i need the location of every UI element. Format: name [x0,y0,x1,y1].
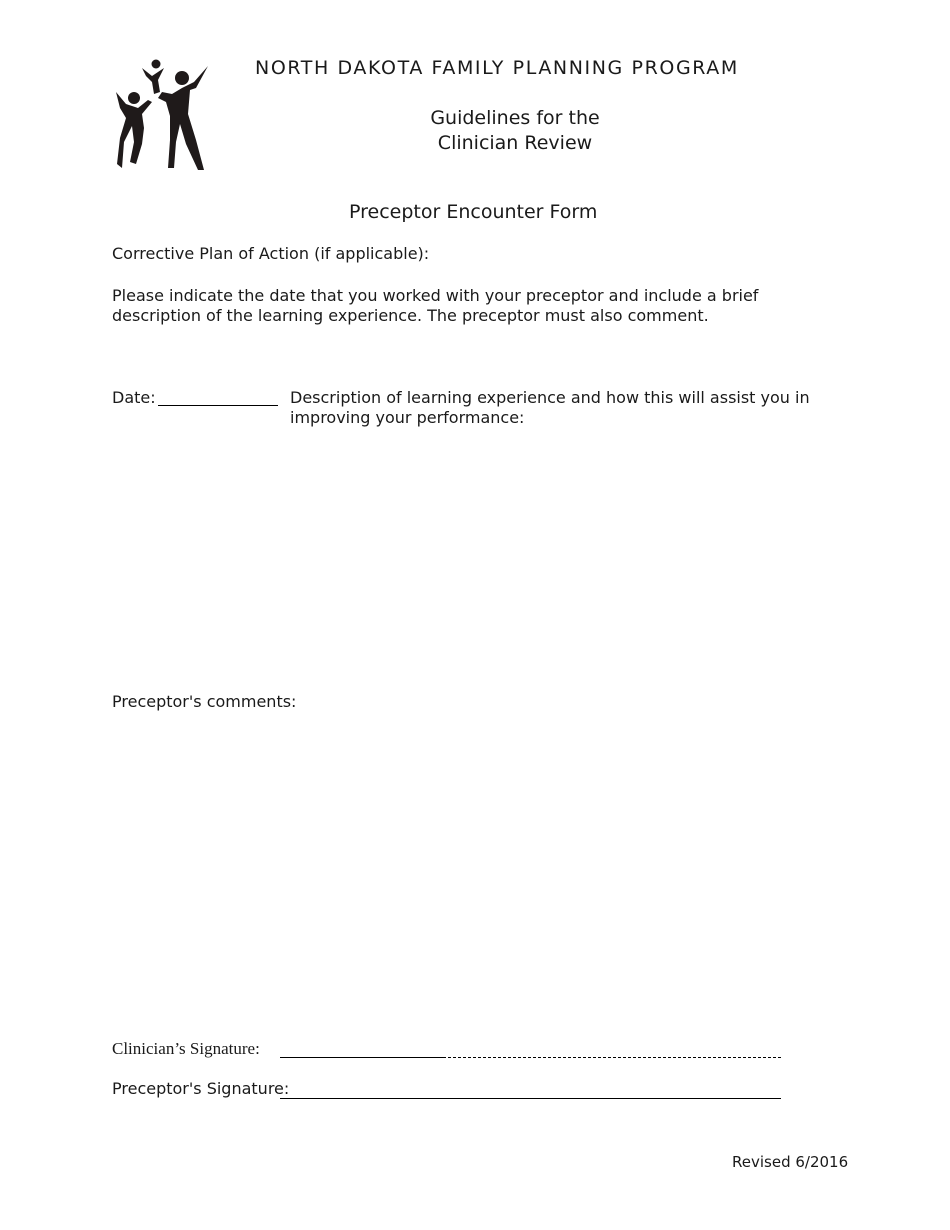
preceptor-signature-label: Preceptor's Signature: [112,1079,290,1098]
form-title: Preceptor Encounter Form [349,201,598,223]
subtitle [400,106,630,156]
preceptor-comments-label: Preceptor's comments: [112,692,297,711]
corrective-plan-label: Corrective Plan of Action (if applicable): [112,244,430,263]
clinician-signature-field[interactable] [280,1057,446,1058]
date-field[interactable] [158,405,278,406]
preceptor-signature-field[interactable] [280,1098,781,1099]
date-label: Date: [112,388,156,407]
clinician-signature-label: Clinician’s Signature: [112,1039,260,1058]
family-figures-logo-icon [112,58,212,176]
instructions-text: Please indicate the date that you worked with your preceptor and include a brief description of the learning experience. The preceptor must also comment. [112,286,759,325]
subtitle-line-1: Guidelines for the [430,107,600,129]
revised-date: Revised 6/2016 [732,1153,849,1171]
clinician-signature-field-extension[interactable] [448,1057,781,1058]
subtitle-line-2: Clinician Review [437,132,593,154]
organization-title: NORTH DAKOTA FAMILY PLANNING PROGRAM [255,57,739,79]
description-label: Description of learning experience and how this will assist you in improving your performance: [290,388,810,427]
